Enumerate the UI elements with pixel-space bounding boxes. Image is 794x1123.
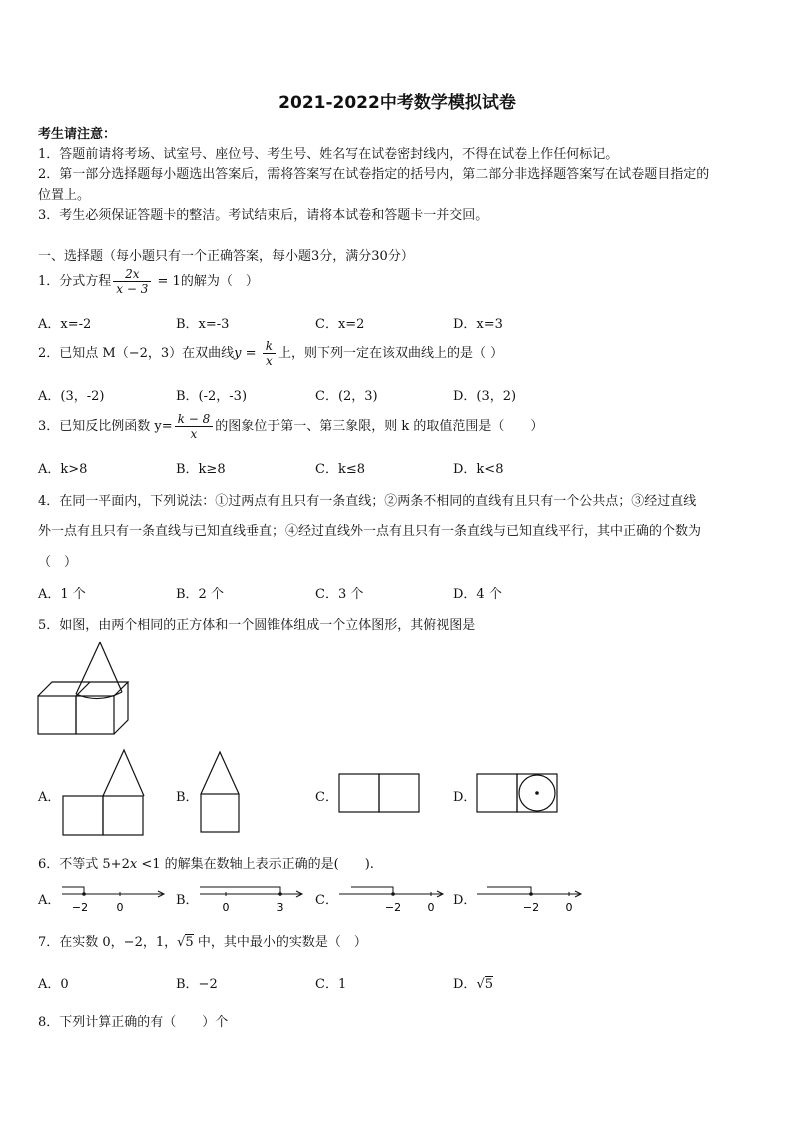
fraction — [263, 339, 276, 368]
q5-option-a: A． — [38, 790, 61, 805]
var-x: x — [129, 857, 138, 872]
q6-option-b: B． — [176, 893, 199, 908]
q5-option-a-figure — [60, 748, 146, 838]
q4-option-a: A．1 个 — [38, 587, 86, 602]
notice-item-2: 2．第一部分选择题每小题选出答案后，需将答案写在试卷指定的括号内，第二部分非选择题答案写在试卷题目指定的 — [38, 167, 710, 182]
notice-item-1: 1．答题前请将考场、试室号、座位号、考生号、姓名写在试卷密封线内，不得在试卷上作任何标记。 — [38, 147, 619, 162]
q1-option-d: D．x=3 — [453, 317, 503, 332]
sqrt-radicand: 5 — [484, 977, 494, 992]
q2-option-c: C．(2，3) — [315, 389, 378, 404]
var-y: y — [234, 346, 242, 361]
question-1-suffix: 的解为（ ） — [180, 274, 259, 289]
question-4-line-1: 4．在同一平面内，下列说法：①过两点有且只有一条直线；②两条不相同的直线有且只有一个公共点；③经过直线 — [38, 494, 697, 509]
question-2-suffix: 上，则下列一定在该双曲线上的是（ ） — [277, 346, 504, 361]
solid-figure — [36, 640, 132, 738]
q2-option-b: B．(-2，-3) — [176, 389, 248, 404]
equation-rhs: = 1 — [153, 274, 181, 289]
question-5: 5．如图，由两个相同的正方体和一个圆锥体组成一个立体图形，其俯视图是 — [38, 618, 476, 633]
question-6-suffix: <1 的解集在数轴上表示正确的是( ). — [137, 857, 374, 872]
fraction-numerator: k — [263, 339, 276, 354]
question-7-suffix: 中，其中最小的实数是（ ） — [193, 935, 367, 950]
q6-option-b-numberline — [198, 880, 308, 916]
equals: = — [241, 346, 261, 361]
q5-option-c: C． — [315, 790, 338, 805]
fraction-numerator: 2x — [113, 267, 151, 282]
q6-option-a-numberline — [60, 880, 170, 916]
q6-option-d: D． — [453, 893, 477, 908]
tick-label: 0 — [222, 901, 230, 914]
question-3 — [38, 412, 543, 441]
q1-option-c: C．x=2 — [315, 317, 365, 332]
q4-option-d: D．4 个 — [453, 587, 502, 602]
question-2 — [38, 339, 503, 368]
question-7 — [38, 931, 367, 950]
sqrt-sign: √ — [476, 977, 485, 992]
notice-heading: 考生请注意： — [38, 127, 117, 142]
q4-option-c: C．3 个 — [315, 587, 364, 602]
question-6-prefix: 6．不等式 5+2 — [38, 857, 130, 872]
q4-option-b: B．2 个 — [176, 587, 224, 602]
q5-option-d: D． — [453, 790, 477, 805]
q7-option-d-label: D． — [453, 977, 477, 992]
tick-label: 0 — [565, 901, 573, 914]
tick-label: 3 — [276, 901, 284, 914]
q6-option-c-numberline — [337, 880, 449, 916]
fraction-denominator: x − 3 — [116, 282, 149, 296]
notice-item-2-cont: 位置上。 — [38, 188, 91, 203]
tick-label: 0 — [427, 901, 435, 914]
tick-label: −2 — [522, 901, 540, 914]
q5-option-b-figure — [198, 750, 242, 836]
fraction-denominator: x — [190, 427, 198, 441]
q6-option-c: C． — [315, 893, 338, 908]
q5-option-b: B． — [176, 790, 199, 805]
fraction — [175, 412, 214, 441]
question-4-line-2: 外一点有且只有一条直线与已知直线垂直；④经过直线外一点有且只有一条直线与已知直线平行，其中正确的个数为 — [38, 524, 702, 539]
question-8: 8．下列计算正确的有（ ）个 — [38, 1015, 229, 1030]
q3-option-d: D．k<8 — [453, 462, 504, 477]
sqrt-sign: √ — [177, 935, 186, 950]
section-heading: 一、选择题（每小题只有一个正确答案，每小题3分，满分30分） — [38, 249, 414, 264]
q2-option-a: A．(3，-2) — [38, 389, 105, 404]
q6-option-d-numberline — [475, 880, 587, 916]
q3-option-b: B．k≥8 — [176, 462, 226, 477]
q1-option-b: B．x=-3 — [176, 317, 230, 332]
fraction-denominator: x — [265, 354, 273, 368]
q3-option-c: C．k≤8 — [315, 462, 365, 477]
tick-label: −2 — [71, 901, 89, 914]
tick-label: −2 — [384, 901, 402, 914]
q7-option-a: A．0 — [38, 977, 69, 992]
tick-label: 0 — [116, 901, 124, 914]
q3-option-a: A．k>8 — [38, 462, 88, 477]
fraction — [113, 267, 151, 296]
question-3-suffix: 的图象位于第一、第三象限，则 k 的取值范围是（ ） — [215, 419, 544, 434]
q5-option-c-figure — [337, 772, 421, 814]
q7-option-c: C．1 — [315, 977, 347, 992]
q6-option-a: A． — [38, 893, 61, 908]
q2-option-d: D．(3，2) — [453, 389, 517, 404]
question-6 — [38, 853, 374, 872]
q7-option-b: B．−2 — [176, 977, 218, 992]
q7-option-d — [453, 973, 493, 992]
question-7-prefix: 7．在实数 0，−2，1， — [38, 935, 178, 950]
question-3-prefix: 3．已知反比例函数 y= — [38, 419, 173, 434]
question-2-prefix: 2．已知点 M（−2，3）在双曲线 — [38, 346, 235, 361]
exam-title: 2021-2022中考数学模拟试卷 — [278, 93, 516, 113]
question-1-prefix: 1．分式方程 — [38, 274, 112, 289]
sqrt-radicand: 5 — [185, 935, 194, 950]
question-1 — [38, 267, 259, 296]
fraction-numerator: k − 8 — [175, 412, 214, 427]
notice-item-3: 3．考生必须保证答题卡的整洁。考试结束后，请将本试卷和答题卡一并交回。 — [38, 208, 489, 223]
q5-option-d-figure — [475, 772, 559, 814]
question-4-line-3: （ ） — [38, 555, 78, 570]
q1-option-a: A．x=-2 — [38, 317, 92, 332]
